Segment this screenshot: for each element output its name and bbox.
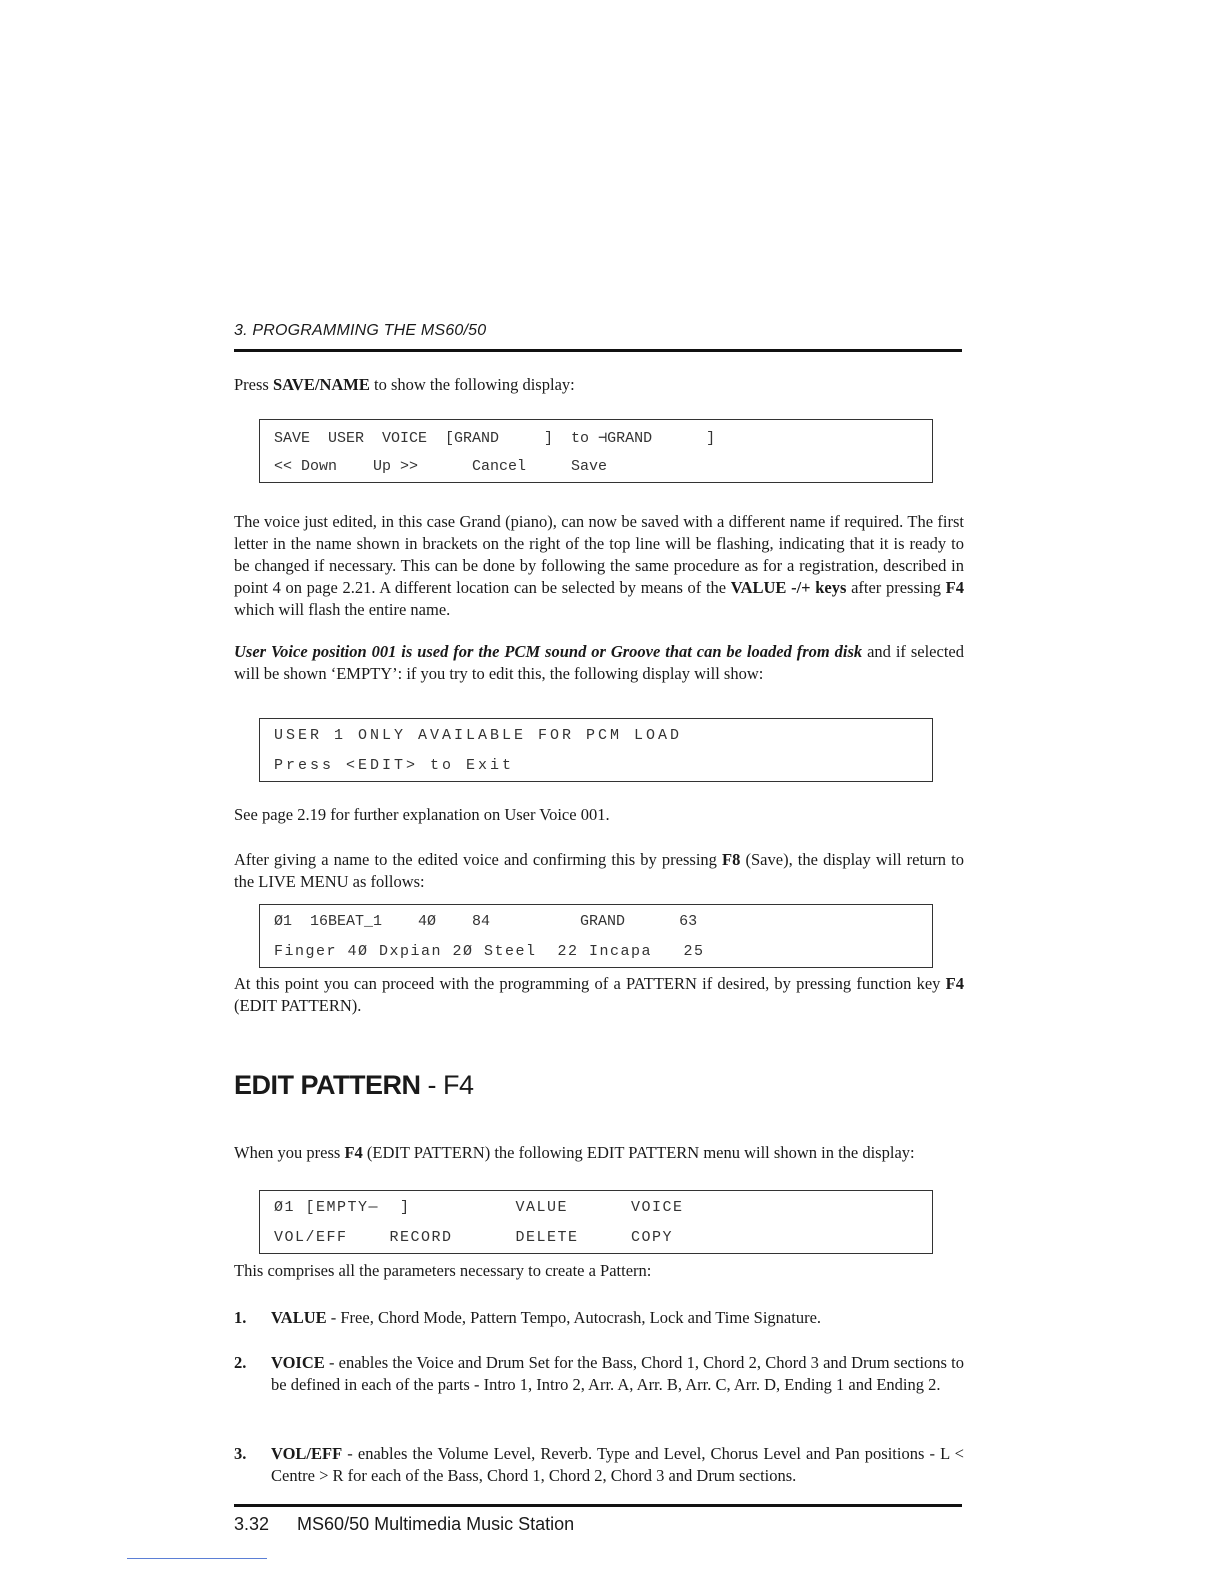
list-item bbox=[234, 1443, 964, 1491]
list-label: VOICE bbox=[271, 1353, 325, 1372]
text: (EDIT PATTERN). bbox=[234, 996, 362, 1015]
list-body bbox=[271, 1443, 964, 1487]
list-text: - Free, Chord Mode, Pattern Tempo, Autocrash, Lock and Time Signature. bbox=[326, 1308, 822, 1327]
list-body bbox=[271, 1307, 964, 1329]
list-item bbox=[234, 1352, 964, 1422]
list-text: - enables the Volume Level, Reverb. Type and Level, Chorus Level and Pan positions - L < Centre > R for each of the Bass, Chord 1, Chord 2, Chord 3 and Drum sections. bbox=[271, 1444, 964, 1485]
text: After giving a name to the edited voice and confirming this by pressing bbox=[234, 850, 723, 869]
paragraph-comprises: This comprises all the parameters necessary to create a Pattern: bbox=[234, 1261, 652, 1280]
list-item bbox=[234, 1307, 964, 1331]
text: to show the following display: bbox=[369, 375, 575, 394]
lcd-row-2: Finger 4Ø Dxpian 2Ø Steel 22 Incapa 25 bbox=[274, 943, 705, 960]
header-rule bbox=[234, 349, 962, 352]
paragraph-user-voice-001 bbox=[234, 641, 964, 685]
text: When you press bbox=[234, 1143, 345, 1162]
key-name: SAVE/NAME bbox=[272, 375, 370, 394]
key-name: VALUE -/+ keys bbox=[730, 578, 847, 597]
key-name: F4 bbox=[945, 578, 964, 597]
section-subtitle: - F4 bbox=[420, 1070, 474, 1100]
list-number: 2. bbox=[234, 1353, 247, 1372]
list-number: 3. bbox=[234, 1444, 247, 1463]
text: after pressing bbox=[846, 578, 946, 597]
lcd-row-2: << Down Up >> Cancel Save bbox=[274, 458, 608, 475]
lcd-display-pcm-load bbox=[259, 718, 933, 782]
page-footer bbox=[234, 1514, 574, 1535]
lcd-row-1: Ø1 [EMPTY— ] VALUE VOICE bbox=[274, 1199, 684, 1216]
paragraph-edit-pattern-intro bbox=[234, 1142, 964, 1164]
section-title: EDIT PATTERN bbox=[234, 1070, 421, 1100]
paragraph-save-description bbox=[234, 511, 964, 621]
key-name: F8 bbox=[722, 850, 741, 869]
page-number: 3.32 bbox=[234, 1514, 270, 1534]
lcd-row-1: USER 1 ONLY AVAILABLE FOR PCM LOAD bbox=[274, 727, 683, 744]
list-number: 1. bbox=[234, 1308, 247, 1327]
lcd-display-save-user-voice bbox=[259, 419, 933, 483]
paragraph-proceed-pattern bbox=[234, 973, 964, 1017]
text: At this point you can proceed with the programming of a PATTERN if desired, by pressing function key bbox=[234, 974, 946, 993]
list-label: VOL/EFF bbox=[271, 1444, 343, 1463]
text: (EDIT PATTERN) the following EDIT PATTERN menu will shown in the display: bbox=[362, 1143, 915, 1162]
text: (Save), the display will return to the LIVE MENU as follows: bbox=[234, 850, 964, 891]
lcd-display-live-menu bbox=[259, 904, 933, 968]
lcd-row-1: Ø1 16BEAT_1 4Ø 84 GRAND 63 bbox=[274, 913, 698, 930]
bottom-divider bbox=[127, 1558, 267, 1559]
paragraph-see-page: See page 2.19 for further explanation on User Voice 001. bbox=[234, 805, 610, 824]
footer-rule bbox=[234, 1504, 962, 1507]
paragraph-after-naming bbox=[234, 849, 964, 893]
lcd-row-2: Press <EDIT> to Exit bbox=[274, 757, 515, 774]
text: Press bbox=[234, 375, 273, 394]
lcd-row-1: SAVE USER VOICE [GRAND ] to ⊣GRAND ] bbox=[274, 430, 716, 447]
emphasis: User Voice position 001 is used for the PCM sound or Groove that can be loaded from disk bbox=[234, 642, 863, 661]
list-text: - enables the Voice and Drum Set for the Bass, Chord 1, Chord 2, Chord 3 and Drum sections to be defined in each of the parts - Intro 1, Intro 2, Arr. A, Arr. B, Arr. C, Arr. D, Ending 1 and Ending 2. bbox=[271, 1353, 964, 1394]
key-name: F4 bbox=[945, 974, 964, 993]
footer-title: MS60/50 Multimedia Music Station bbox=[297, 1514, 575, 1534]
key-name: F4 bbox=[344, 1143, 363, 1162]
running-header: 3. PROGRAMMING THE MS60/50 bbox=[234, 322, 487, 339]
text: The voice just edited, in this case Grand (piano), can now be saved with a different name if required. The first letter in the name shown in brackets on the right of the top line will be flashing, indicating that it is ready to be changed if necessary. This can be done by following the same procedure as for a registration, described in point 4 on page 2.21. A different location can be selected by means of the bbox=[234, 512, 964, 597]
list-body bbox=[271, 1352, 964, 1396]
lcd-display-edit-pattern bbox=[259, 1190, 933, 1254]
section-heading-edit-pattern bbox=[234, 1070, 474, 1101]
text: and if selected will be shown ‘EMPTY’: if you try to edit this, the following display will show: bbox=[234, 642, 964, 683]
paragraph-intro bbox=[234, 374, 964, 396]
list-label: VALUE bbox=[271, 1308, 327, 1327]
lcd-row-2: VOL/EFF RECORD DELETE COPY bbox=[274, 1229, 674, 1246]
text: which will flash the entire name. bbox=[234, 600, 451, 619]
